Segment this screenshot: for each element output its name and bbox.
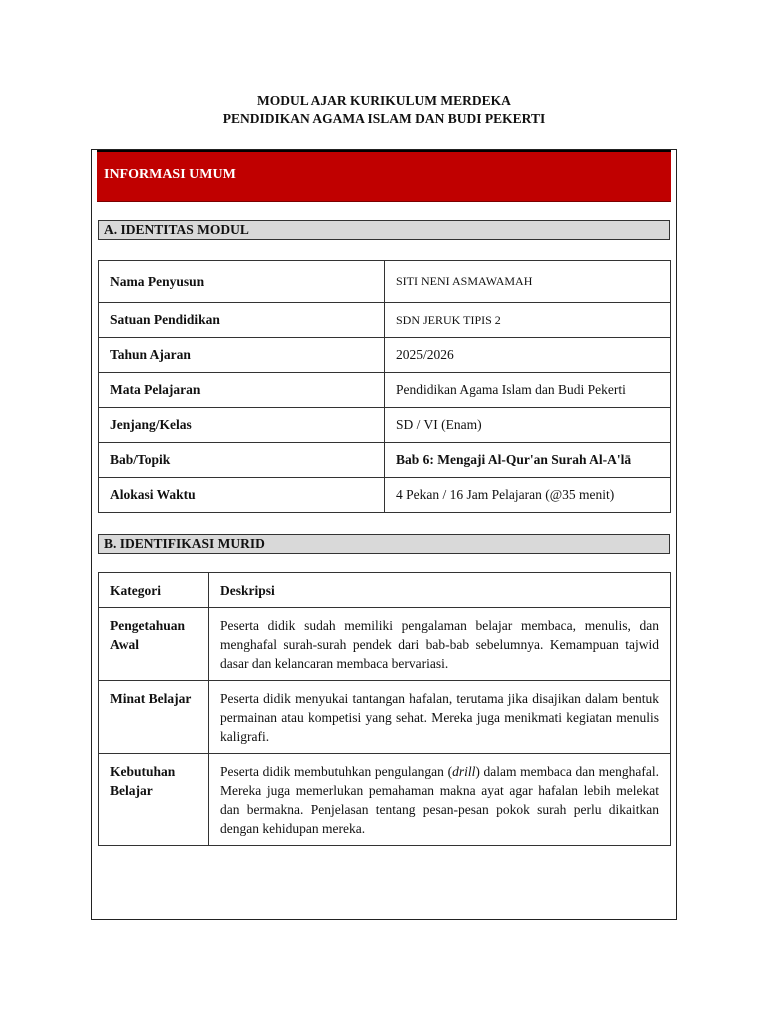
row-category: Kebutuhan Belajar <box>99 754 209 846</box>
row-category: Pengetahuan Awal <box>99 608 209 681</box>
table-row <box>99 373 671 408</box>
row-description: Peserta didik sudah memiliki pengalaman belajar membaca, menulis, dan menghafal surah-surah pendek dari bab-bab sebelumnya. Kemampuan tajwid dasar dan kelancaran membaca bervariasi. <box>209 608 671 681</box>
table-row <box>99 303 671 338</box>
row-value: SD / VI (Enam) <box>385 408 671 443</box>
table-row <box>99 681 671 754</box>
row-description <box>209 754 671 846</box>
column-header-category: Kategori <box>99 573 209 608</box>
row-label: Satuan Pendidikan <box>99 303 385 338</box>
table-header-row <box>99 573 671 608</box>
table-row <box>99 408 671 443</box>
table-row <box>99 754 671 846</box>
row-label: Mata Pelajaran <box>99 373 385 408</box>
row-value: SITI NENI ASMAWAMAH <box>385 261 671 303</box>
section-a-heading: A. IDENTITAS MODUL <box>98 220 670 240</box>
banner-title: INFORMASI UMUM <box>104 167 236 182</box>
table-row <box>99 443 671 478</box>
description-text: ) dalam membaca dan menghafal. Mereka juga memerlukan pemahaman makna ayat agar hafalan lebih melekat dan bermakna. Penjelasan tentang pesan-pesan pokok surah perlu dikaitkan dengan kehidupan mereka. <box>220 764 659 836</box>
row-category: Minat Belajar <box>99 681 209 754</box>
info-umum-banner <box>97 150 671 202</box>
document-title <box>0 92 768 128</box>
column-header-description: Deskripsi <box>209 573 671 608</box>
row-value: SDN JERUK TIPIS 2 <box>385 303 671 338</box>
document-title-line-1: MODUL AJAR KURIKULUM MERDEKA <box>257 93 511 108</box>
description-emphasis: drill <box>452 764 476 779</box>
table-row <box>99 478 671 513</box>
description-text: Peserta didik membutuhkan pengulangan ( <box>220 764 453 779</box>
row-value: Bab 6: Mengaji Al-Qur'an Surah Al-A'lā <box>385 443 671 478</box>
identitas-modul-table <box>98 260 671 513</box>
row-value: 2025/2026 <box>385 338 671 373</box>
row-label: Alokasi Waktu <box>99 478 385 513</box>
row-description: Peserta didik menyukai tantangan hafalan, terutama jika disajikan dalam bentuk permainan atau kompetisi yang sehat. Mereka juga menikmati kegiatan menulis kaligrafi. <box>209 681 671 754</box>
row-label: Nama Penyusun <box>99 261 385 303</box>
table-row <box>99 338 671 373</box>
row-label: Jenjang/Kelas <box>99 408 385 443</box>
section-b-heading: B. IDENTIFIKASI MURID <box>98 534 670 554</box>
identifikasi-murid-table <box>98 572 671 846</box>
row-label: Tahun Ajaran <box>99 338 385 373</box>
row-label: Bab/Topik <box>99 443 385 478</box>
row-value: 4 Pekan / 16 Jam Pelajaran (@35 menit) <box>385 478 671 513</box>
row-value: Pendidikan Agama Islam dan Budi Pekerti <box>385 373 671 408</box>
table-row <box>99 261 671 303</box>
table-row <box>99 608 671 681</box>
document-title-line-2: PENDIDIKAN AGAMA ISLAM DAN BUDI PEKERTI <box>222 111 546 126</box>
